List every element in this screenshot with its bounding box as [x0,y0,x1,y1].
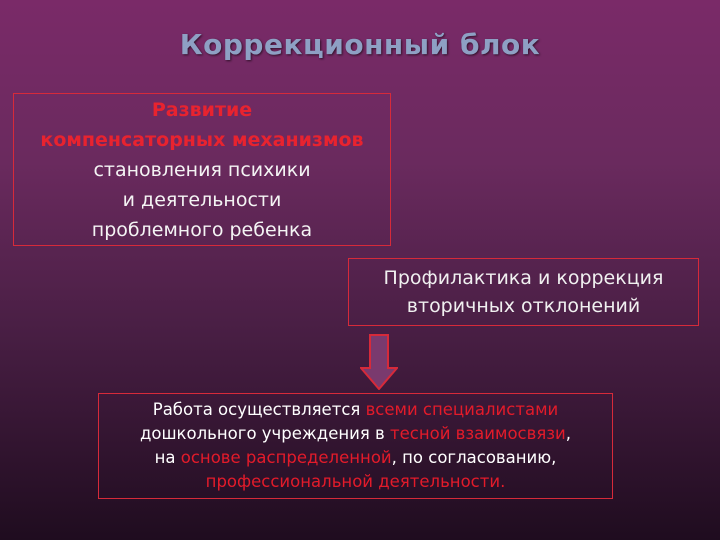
box3-line-2-comma: , [565,424,572,443]
box3-line-1 [153,398,559,422]
box3-highlight-close-interaction: тесной взаимосвязи [390,424,566,443]
box3-highlight-distributed-basis: основе распределенной [180,448,392,467]
box3-highlight-professional-activity: профессиональной деятельности. [205,472,506,491]
box3-line-2-text: дошкольного учреждения в [139,424,390,443]
box3-line-3 [155,446,557,470]
box1-line-2: компенсаторных механизмов [40,128,364,151]
specialists-work-box [98,393,613,499]
box3-line-4 [206,470,506,494]
box3-line-3-tail: , по согласованию, [391,448,557,467]
box1-line-5: проблемного ребенка [91,218,313,241]
box3-line-3-text: на [154,448,181,467]
box2-line-1: Профилактика и коррекция [383,267,664,289]
box3-highlight-all-specialists: всеми специалистами [365,400,559,419]
prevention-correction-box [348,258,699,326]
box1-line-4: и деятельности [122,188,282,211]
box3-line-2 [140,422,571,446]
down-arrow-icon [360,334,398,390]
compensatory-development-box [13,93,391,246]
box2-line-2: вторичных отклонений [406,295,641,317]
box3-line-1-text: Работа осуществляется [152,400,366,419]
box1-line-1: Развитие [151,98,253,121]
slide-title: Коррекционный блок [179,28,541,61]
box1-line-3: становления психики [93,158,311,181]
